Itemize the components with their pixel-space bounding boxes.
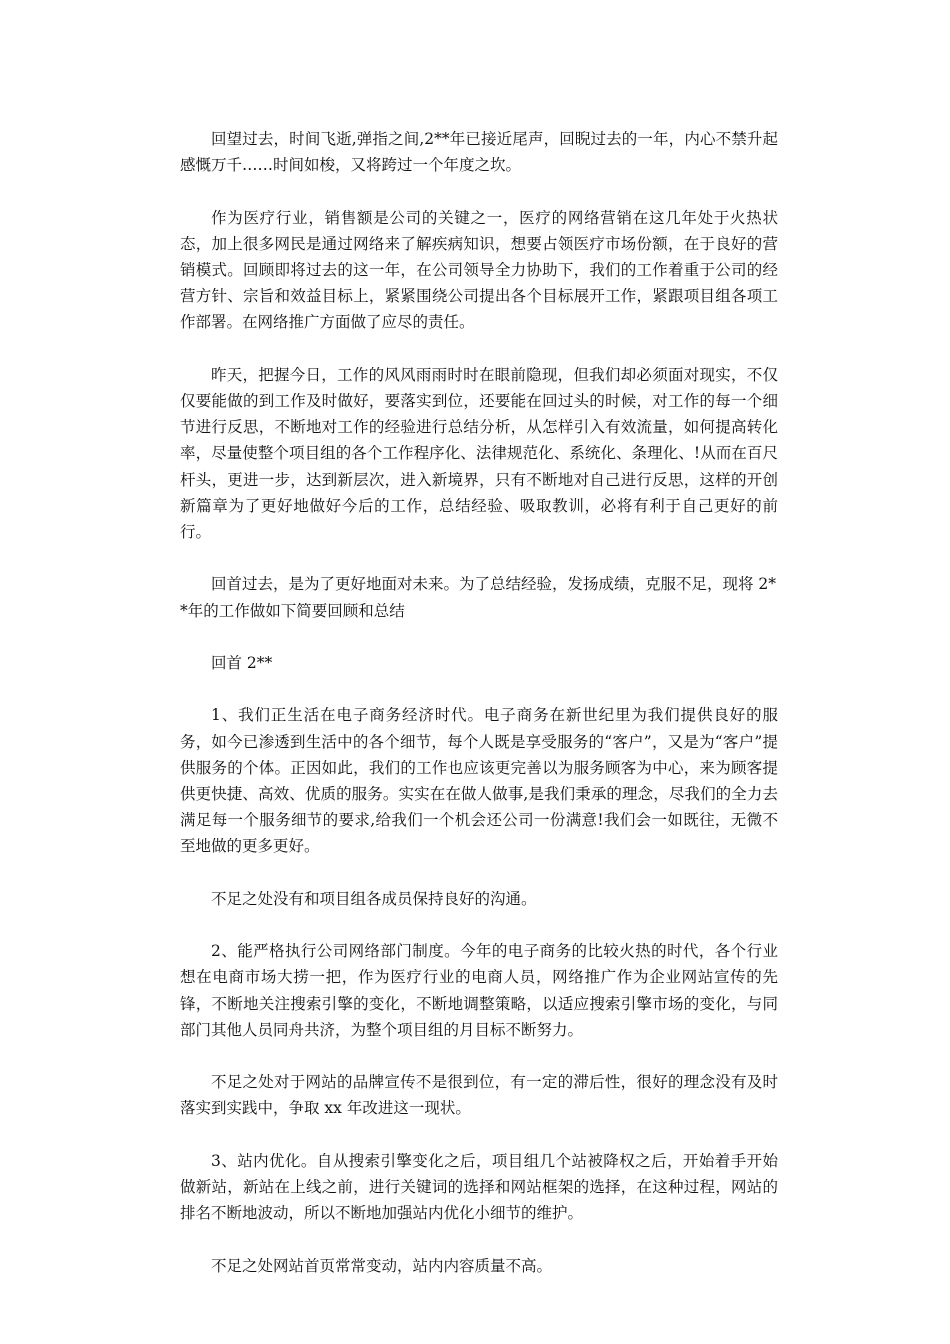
point-2-shortcoming: 不足之处对于网站的品牌宣传不是很到位，有一定的滞后性，很好的理念没有及时落实到实践中，争取 xx 年改进这一现状。 — [180, 1073, 778, 1118]
point-1-paragraph: 1、我们正生活在电子商务经济时代。电子商务在新世纪里为我们提供良好的服务，如今已渗透到生活中的各个细节，每个人既是享受服务的“客户”，又是为“客户”提供服务的个体。正因如此，我们的工作也应该更完善以为服务顾客为中心，来为顾客提供更快捷、高效、优质的服务。实实在在做人做事,是我们秉承的理念，尽我们的全力去满足每一个服务细节的要求,给我们一个机会还公司一份满意!我们会一如既往，无微不至地做的更多更好。 — [180, 706, 778, 856]
section-heading: 回首 2** — [211, 654, 273, 672]
point-3-shortcoming: 不足之处网站首页常常变动，站内内容质量不高。 — [211, 1256, 553, 1275]
document-body — [180, 126, 778, 1305]
point-1-shortcoming: 不足之处没有和项目组各成员保持良好的沟通。 — [211, 889, 537, 908]
reflection-paragraph: 昨天，把握今日，工作的风风雨雨时时在眼前隐现，但我们却必须面对现实，不仅仅要能做的到工作及时做好，要落实到位，还要能在回过头的时候，对工作的每一个细节进行反思，不断地对工作的经验进行总结分析，从怎样引入有效流量，如何提高转化率，尽量使整个项目组的各个工作程序化、法律规范化、系统化、条理化、!从而在百尺杆头，更进一步，达到新层次，进入新境界，只有不断地对自己进行反思，这样的开创新篇章为了更好地做好今后的工作，总结经验、吸取教训，必将有利于自己更好的前行。 — [180, 365, 778, 542]
summary-intro-paragraph: 回首过去，是为了更好地面对未来。为了总结经验，发扬成绩，克服不足，现将 2**年的工作做如下简要回顾和总结 — [180, 575, 777, 620]
point-2-paragraph: 2、能严格执行公司网络部门制度。今年的电子商务的比较火热的时代，各个行业想在电商市场大捞一把，作为医疗行业的电商人员，网络推广作为企业网站宣传的先锋，不断地关注搜索引擎的变化，不断地调整策略，以适应搜索引擎市场的变化，与同部门其他人员同舟共济，为整个项目组的月目标不断努力。 — [180, 942, 778, 1039]
point-3-paragraph: 3、站内优化。自从搜索引擎变化之后，项目组几个站被降权之后，开始着手开始做新站，新站在上线之前，进行关键词的选择和网站框架的选择，在这种过程，网站的排名不断地波动，所以不断地加强站内优化小细节的维护。 — [180, 1151, 778, 1223]
intro-paragraph: 回望过去，时间飞逝,弹指之间,2**年已接近尾声，回睨过去的一年，内心不禁升起感慨万千……时间如梭，又将跨过一个年度之坎。 — [180, 130, 778, 175]
industry-paragraph: 作为医疗行业，销售额是公司的关键之一，医疗的网络营销在这几年处于火热状态，加上很多网民是通过网络来了解疾病知识，想要占领医疗市场份额，在于良好的营销模式。回顾即将过去的这一年，在公司领导全力协助下，我们的工作着重于公司的经营方针、宗旨和效益目标上，紧紧围绕公司提出各个目标展开工作，紧跟项目组各项工作部署。在网络推广方面做了应尽的责任。 — [180, 208, 778, 332]
